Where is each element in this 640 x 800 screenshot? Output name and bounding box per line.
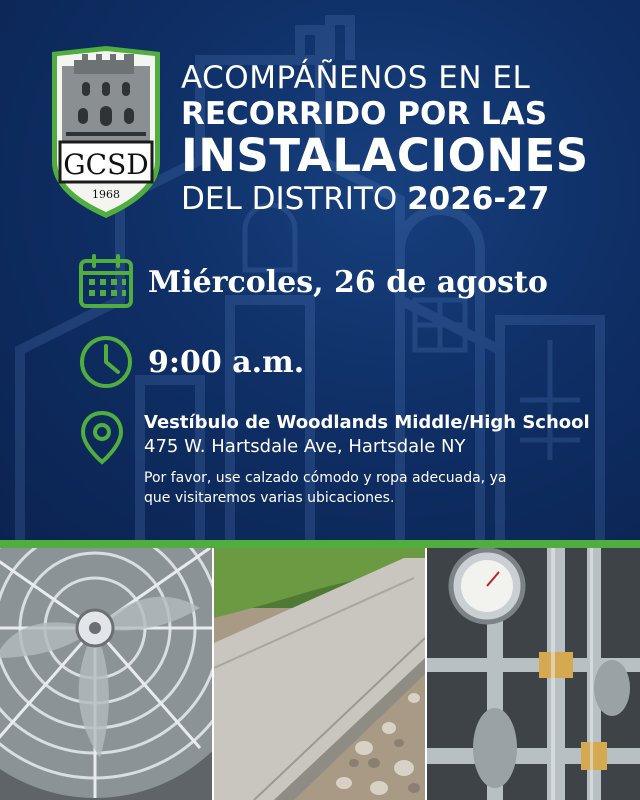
date-row (78, 254, 548, 310)
event-time: 9:00 a.m. (148, 344, 305, 380)
photo-concrete-sidewalk (214, 548, 425, 800)
headline (181, 60, 621, 218)
headline-line-4-prefix: DEL DISTRITO (181, 181, 398, 217)
headline-line-1: ACOMPÁÑENOS EN EL (181, 60, 531, 96)
calendar-icon (78, 254, 134, 310)
headline-year: 2026-27 (407, 181, 550, 217)
photo-plumbing-pipes (427, 548, 640, 800)
photo-strip (0, 548, 640, 800)
time-row (78, 334, 304, 390)
location-address: 475 W. Hartsdale Ave, Hartsdale NY (144, 436, 466, 457)
headline-line-3: INSTALACIONES (181, 129, 589, 182)
attire-note: Por favor, use calzado cómodo y ropa adecuada, ya que visitaremos varias ubicaciones. (144, 470, 507, 506)
location-pin-icon (78, 410, 126, 466)
event-date: Miércoles, 26 de agosto (148, 264, 548, 300)
green-divider (0, 540, 640, 548)
clock-icon (78, 334, 134, 390)
gcsd-logo (48, 44, 164, 220)
location-name: Vestíbulo de Woodlands Middle/High School (144, 412, 590, 433)
photo-industrial-fan (0, 548, 212, 800)
logo-year: 1968 (92, 188, 120, 201)
headline-line-2: RECORRIDO POR LAS (181, 96, 548, 132)
headline-line-4 (181, 180, 621, 218)
logo-initials: GCSD (63, 148, 149, 181)
